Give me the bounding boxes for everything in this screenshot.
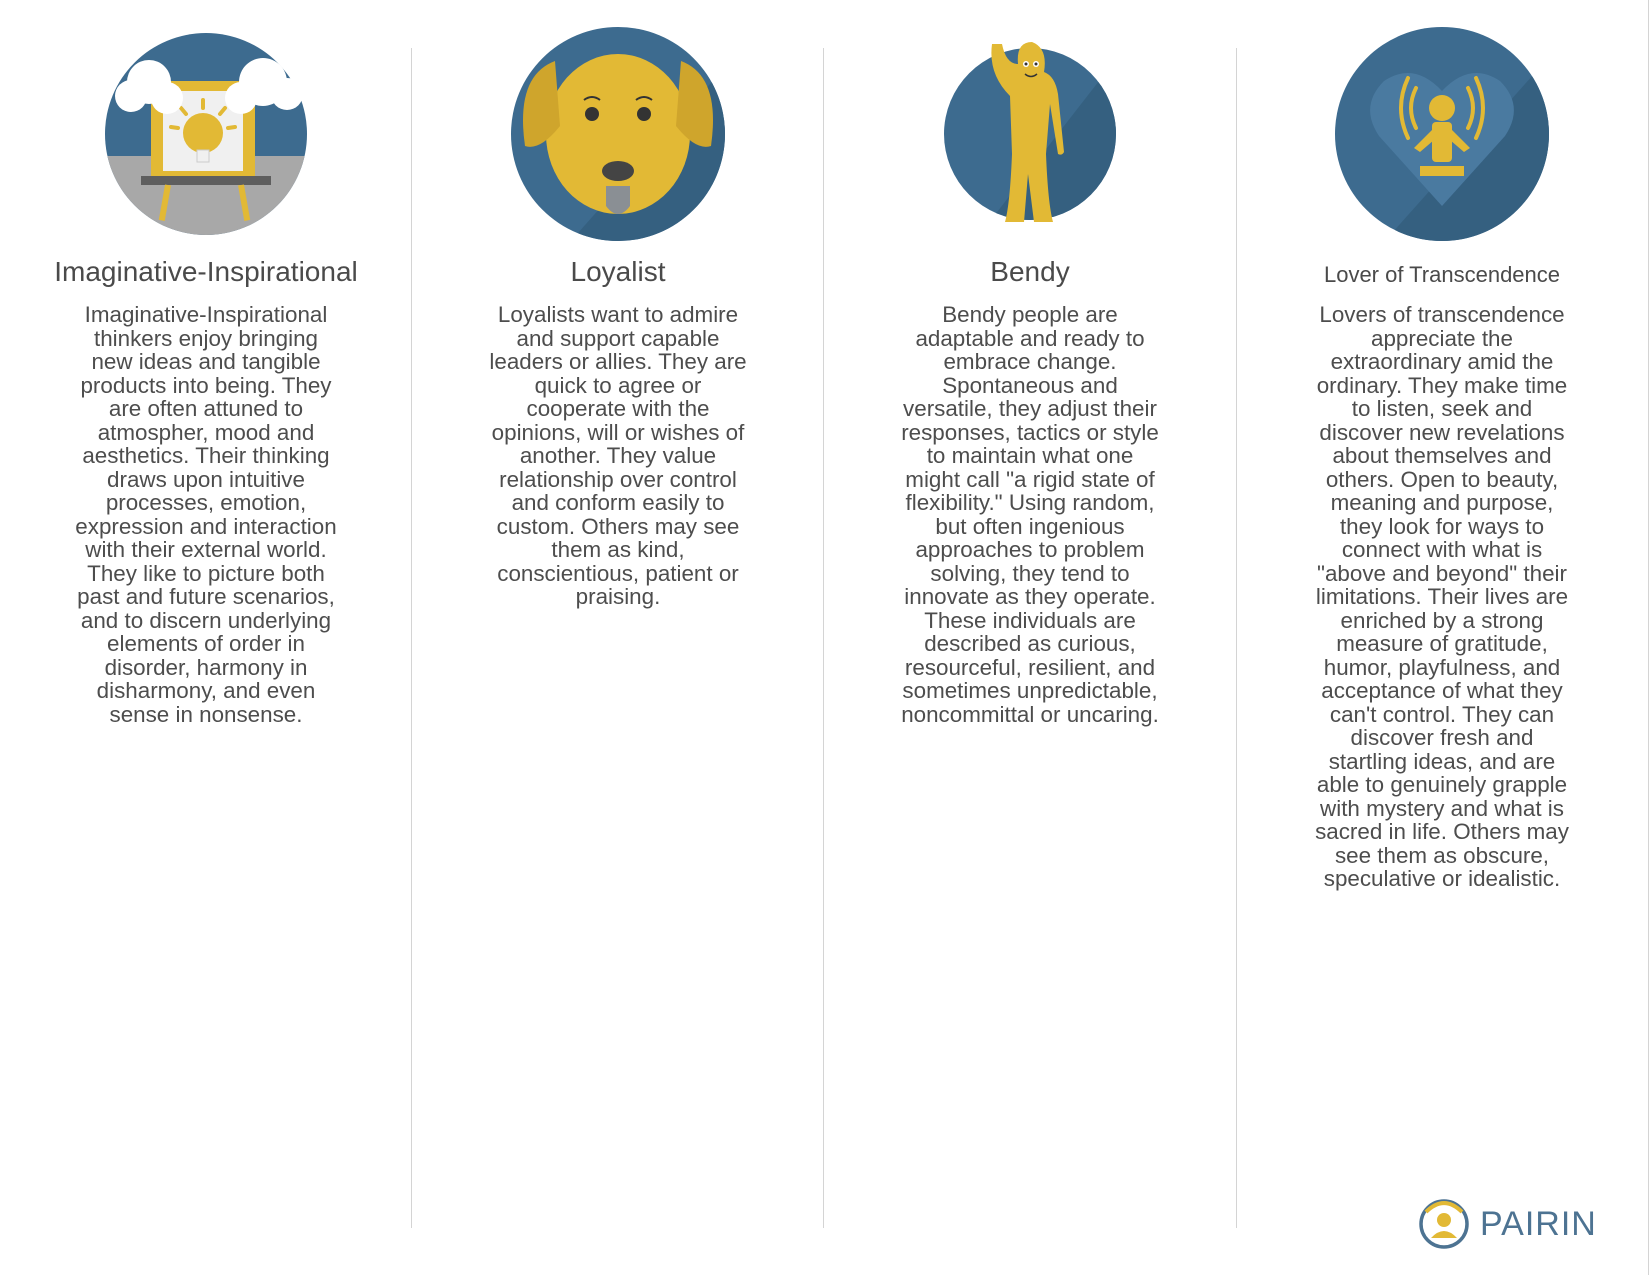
- pairin-logo: [1418, 1198, 1597, 1250]
- bendy-figure-icon: [940, 34, 1120, 239]
- type-description: Bendy people are adaptable and ready to embrace change. Spontaneous and versatile, they adjust their responses, tactics or style to maintain what one might call "a rigid state of flexibility." Using random, but often ingenious approaches to problem solving, they tend to innovate as they operate. These individuals are described as curious, resourceful, resilient, and sometimes unpredictable, noncommittal or uncaring.: [901, 302, 1159, 727]
- type-title: Imaginative-Inspirational: [54, 256, 358, 287]
- type-description: Imaginative-Inspirational thinkers enjoy bringing new ideas and tangible products into being. They are often attuned to atmospher, mood and aesthetics. Their thinking draws upon intuitive processes, emotion, expression and interaction with their external world. They like to picture both past and future scenarios, and to discern underlying elements of order in disorder, harmony in disharmony, and even sense in nonsense.: [75, 302, 337, 727]
- page-edge-divider: [1648, 0, 1649, 1275]
- column-divider: [823, 48, 824, 1228]
- type-description: Lovers of transcendence appreciate the extraordinary amid the ordinary. They make time to listen, seek and discover new revelations about themselves and others. Open to beauty, meaning and purpose, they look for ways to connect with what is "above and beyond" their limitations. Their lives are enriched by a strong measure of gratitude, humor, playfulness, and acceptance of what they can't control. They can discover fresh and startling ideas, and are able to genuinely grapple with mystery and what is sacred in life. Others may see them as obscure, speculative or idealistic.: [1315, 302, 1569, 891]
- type-title: Bendy: [990, 256, 1070, 287]
- type-description: Loyalists want to admire and support capable leaders or allies. They are quick to agree or cooperate with the opinions, will or wishes of another. They value relationship over control and conform easily to custom. Others may see them as kind, conscientious, patient or praising.: [489, 302, 747, 609]
- lightbulb-easel-icon: [101, 26, 311, 241]
- type-title: Loyalist: [570, 256, 666, 287]
- meditating-heart-icon: [1334, 26, 1550, 247]
- dog-icon: [510, 26, 726, 247]
- pairin-logo-icon: [1418, 1198, 1470, 1250]
- brand-name: PAIRIN: [1480, 1204, 1597, 1243]
- column-divider: [411, 48, 412, 1228]
- type-title: Lover of Transcendence: [1323, 262, 1561, 287]
- column-divider: [1236, 48, 1237, 1228]
